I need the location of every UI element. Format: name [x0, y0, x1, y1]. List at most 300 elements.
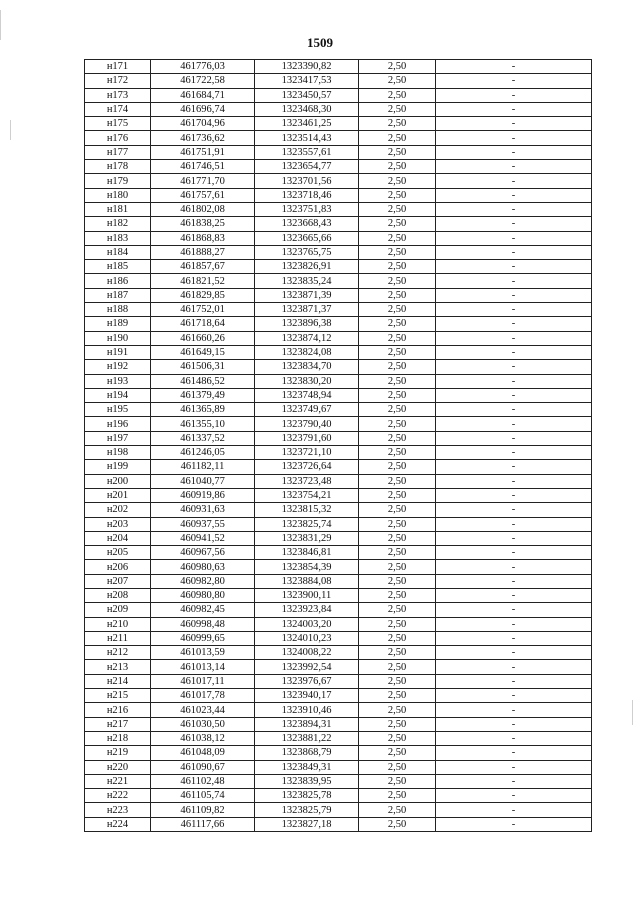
y-coordinate-cell: 1323668,43: [255, 217, 359, 231]
note-cell: -: [436, 245, 592, 259]
table-row: [85, 388, 592, 402]
point-id-cell: н214: [85, 674, 151, 688]
y-coordinate-cell: 1323726,64: [255, 460, 359, 474]
note-cell: -: [436, 460, 592, 474]
y-coordinate-cell: 1323390,82: [255, 60, 359, 74]
value-cell: 2,50: [359, 160, 436, 174]
value-cell: 2,50: [359, 245, 436, 259]
x-coordinate-cell: 461718,64: [151, 317, 255, 331]
y-coordinate-cell: 1323721,10: [255, 446, 359, 460]
note-cell: -: [436, 174, 592, 188]
note-cell: -: [436, 717, 592, 731]
value-cell: 2,50: [359, 588, 436, 602]
table-row: [85, 345, 592, 359]
point-id-cell: н177: [85, 145, 151, 159]
y-coordinate-cell: 1323654,77: [255, 160, 359, 174]
note-cell: -: [436, 488, 592, 502]
x-coordinate-cell: 461337,52: [151, 431, 255, 445]
note-cell: -: [436, 803, 592, 817]
note-cell: -: [436, 774, 592, 788]
note-cell: -: [436, 231, 592, 245]
value-cell: 2,50: [359, 760, 436, 774]
x-coordinate-cell: 461017,11: [151, 674, 255, 688]
note-cell: -: [436, 588, 592, 602]
y-coordinate-cell: 1323749,67: [255, 403, 359, 417]
note-cell: -: [436, 303, 592, 317]
note-cell: -: [436, 117, 592, 131]
note-cell: -: [436, 431, 592, 445]
y-coordinate-cell: 1323815,32: [255, 503, 359, 517]
table-row: [85, 288, 592, 302]
y-coordinate-cell: 1323790,40: [255, 417, 359, 431]
x-coordinate-cell: 461109,82: [151, 803, 255, 817]
table-row: [85, 188, 592, 202]
x-coordinate-cell: 461722,58: [151, 74, 255, 88]
table-row: [85, 260, 592, 274]
y-coordinate-cell: 1323417,53: [255, 74, 359, 88]
y-coordinate-cell: 1323884,08: [255, 574, 359, 588]
value-cell: 2,50: [359, 674, 436, 688]
table-row: [85, 360, 592, 374]
x-coordinate-cell: 461090,67: [151, 760, 255, 774]
table-row: [85, 374, 592, 388]
note-cell: -: [436, 474, 592, 488]
x-coordinate-cell: 461182,11: [151, 460, 255, 474]
note-cell: -: [436, 417, 592, 431]
point-id-cell: н187: [85, 288, 151, 302]
point-id-cell: н221: [85, 774, 151, 788]
point-id-cell: н183: [85, 231, 151, 245]
point-id-cell: н205: [85, 546, 151, 560]
point-id-cell: н201: [85, 488, 151, 502]
y-coordinate-cell: 1323976,67: [255, 674, 359, 688]
table-row: [85, 760, 592, 774]
y-coordinate-cell: 1323825,79: [255, 803, 359, 817]
y-coordinate-cell: 1323824,08: [255, 345, 359, 359]
value-cell: 2,50: [359, 274, 436, 288]
x-coordinate-cell: 461649,15: [151, 345, 255, 359]
table-row: [85, 703, 592, 717]
x-coordinate-cell: 461023,44: [151, 703, 255, 717]
value-cell: 2,50: [359, 288, 436, 302]
point-id-cell: н203: [85, 517, 151, 531]
value-cell: 2,50: [359, 388, 436, 402]
note-cell: -: [436, 689, 592, 703]
point-id-cell: н210: [85, 617, 151, 631]
value-cell: 2,50: [359, 417, 436, 431]
value-cell: 2,50: [359, 474, 436, 488]
point-id-cell: н220: [85, 760, 151, 774]
table-row: [85, 674, 592, 688]
table-row: [85, 202, 592, 216]
x-coordinate-cell: 461013,14: [151, 660, 255, 674]
x-coordinate-cell: 461105,74: [151, 789, 255, 803]
x-coordinate-cell: 461246,05: [151, 446, 255, 460]
note-cell: -: [436, 331, 592, 345]
y-coordinate-cell: 1323751,83: [255, 202, 359, 216]
point-id-cell: н179: [85, 174, 151, 188]
table-row: [85, 574, 592, 588]
value-cell: 2,50: [359, 574, 436, 588]
y-coordinate-cell: 1324003,20: [255, 617, 359, 631]
x-coordinate-cell: 461776,03: [151, 60, 255, 74]
y-coordinate-cell: 1323831,29: [255, 531, 359, 545]
x-coordinate-cell: 461013,59: [151, 646, 255, 660]
x-coordinate-cell: 461757,61: [151, 188, 255, 202]
value-cell: 2,50: [359, 331, 436, 345]
value-cell: 2,50: [359, 488, 436, 502]
coordinates-table: [84, 59, 592, 832]
value-cell: 2,50: [359, 260, 436, 274]
x-coordinate-cell: 461838,25: [151, 217, 255, 231]
point-id-cell: н206: [85, 560, 151, 574]
table-row: [85, 102, 592, 116]
table-row: [85, 646, 592, 660]
note-cell: -: [436, 345, 592, 359]
note-cell: -: [436, 131, 592, 145]
note-cell: -: [436, 360, 592, 374]
point-id-cell: н194: [85, 388, 151, 402]
x-coordinate-cell: 461017,78: [151, 689, 255, 703]
value-cell: 2,50: [359, 131, 436, 145]
note-cell: -: [436, 288, 592, 302]
y-coordinate-cell: 1323514,43: [255, 131, 359, 145]
table-row: [85, 717, 592, 731]
value-cell: 2,50: [359, 217, 436, 231]
point-id-cell: н191: [85, 345, 151, 359]
y-coordinate-cell: 1323665,66: [255, 231, 359, 245]
point-id-cell: н193: [85, 374, 151, 388]
value-cell: 2,50: [359, 703, 436, 717]
note-cell: -: [436, 631, 592, 645]
point-id-cell: н186: [85, 274, 151, 288]
note-cell: -: [436, 546, 592, 560]
x-coordinate-cell: 460999,65: [151, 631, 255, 645]
point-id-cell: н223: [85, 803, 151, 817]
y-coordinate-cell: 1323896,38: [255, 317, 359, 331]
y-coordinate-cell: 1323992,54: [255, 660, 359, 674]
table-row: [85, 603, 592, 617]
point-id-cell: н195: [85, 403, 151, 417]
value-cell: 2,50: [359, 188, 436, 202]
value-cell: 2,50: [359, 503, 436, 517]
x-coordinate-cell: 461771,70: [151, 174, 255, 188]
y-coordinate-cell: 1323854,39: [255, 560, 359, 574]
note-cell: -: [436, 574, 592, 588]
table-row: [85, 503, 592, 517]
point-id-cell: н219: [85, 746, 151, 760]
table-row: [85, 403, 592, 417]
x-coordinate-cell: 461379,49: [151, 388, 255, 402]
y-coordinate-cell: 1323881,22: [255, 731, 359, 745]
x-coordinate-cell: 461704,96: [151, 117, 255, 131]
note-cell: -: [436, 217, 592, 231]
x-coordinate-cell: 460967,56: [151, 546, 255, 560]
note-cell: -: [436, 746, 592, 760]
table-row: [85, 317, 592, 331]
y-coordinate-cell: 1323765,75: [255, 245, 359, 259]
point-id-cell: н212: [85, 646, 151, 660]
point-id-cell: н204: [85, 531, 151, 545]
value-cell: 2,50: [359, 517, 436, 531]
note-cell: -: [436, 88, 592, 102]
value-cell: 2,50: [359, 360, 436, 374]
value-cell: 2,50: [359, 74, 436, 88]
point-id-cell: н199: [85, 460, 151, 474]
point-id-cell: н216: [85, 703, 151, 717]
table-row: [85, 460, 592, 474]
note-cell: -: [436, 660, 592, 674]
value-cell: 2,50: [359, 202, 436, 216]
x-coordinate-cell: 460941,52: [151, 531, 255, 545]
point-id-cell: н213: [85, 660, 151, 674]
value-cell: 2,50: [359, 603, 436, 617]
note-cell: -: [436, 674, 592, 688]
table-row: [85, 88, 592, 102]
note-cell: -: [436, 374, 592, 388]
point-id-cell: н184: [85, 245, 151, 259]
x-coordinate-cell: 461117,66: [151, 817, 255, 831]
y-coordinate-cell: 1323826,91: [255, 260, 359, 274]
coordinates-table-body: [85, 60, 592, 832]
y-coordinate-cell: 1323940,17: [255, 689, 359, 703]
value-cell: 2,50: [359, 631, 436, 645]
value-cell: 2,50: [359, 317, 436, 331]
note-cell: -: [436, 260, 592, 274]
point-id-cell: н174: [85, 102, 151, 116]
y-coordinate-cell: 1323849,31: [255, 760, 359, 774]
table-row: [85, 117, 592, 131]
table-row: [85, 60, 592, 74]
x-coordinate-cell: 461365,89: [151, 403, 255, 417]
y-coordinate-cell: 1323834,70: [255, 360, 359, 374]
value-cell: 2,50: [359, 746, 436, 760]
x-coordinate-cell: 461660,26: [151, 331, 255, 345]
point-id-cell: н180: [85, 188, 151, 202]
point-id-cell: н209: [85, 603, 151, 617]
table-row: [85, 660, 592, 674]
point-id-cell: н197: [85, 431, 151, 445]
value-cell: 2,50: [359, 431, 436, 445]
value-cell: 2,50: [359, 717, 436, 731]
value-cell: 2,50: [359, 731, 436, 745]
point-id-cell: н190: [85, 331, 151, 345]
x-coordinate-cell: 460980,80: [151, 588, 255, 602]
y-coordinate-cell: 1323557,61: [255, 145, 359, 159]
value-cell: 2,50: [359, 446, 436, 460]
note-cell: -: [436, 503, 592, 517]
y-coordinate-cell: 1323910,46: [255, 703, 359, 717]
x-coordinate-cell: 460982,80: [151, 574, 255, 588]
x-coordinate-cell: 461038,12: [151, 731, 255, 745]
point-id-cell: н202: [85, 503, 151, 517]
table-row: [85, 74, 592, 88]
value-cell: 2,50: [359, 60, 436, 74]
y-coordinate-cell: 1323825,74: [255, 517, 359, 531]
y-coordinate-cell: 1324010,23: [255, 631, 359, 645]
x-coordinate-cell: 460931,63: [151, 503, 255, 517]
value-cell: 2,50: [359, 102, 436, 116]
note-cell: -: [436, 60, 592, 74]
y-coordinate-cell: 1324008,22: [255, 646, 359, 660]
note-cell: -: [436, 446, 592, 460]
point-id-cell: н181: [85, 202, 151, 216]
y-coordinate-cell: 1323900,11: [255, 588, 359, 602]
table-row: [85, 145, 592, 159]
x-coordinate-cell: 461868,83: [151, 231, 255, 245]
table-row: [85, 631, 592, 645]
point-id-cell: н175: [85, 117, 151, 131]
x-coordinate-cell: 461888,27: [151, 245, 255, 259]
x-coordinate-cell: 461355,10: [151, 417, 255, 431]
value-cell: 2,50: [359, 817, 436, 831]
point-id-cell: н196: [85, 417, 151, 431]
note-cell: -: [436, 531, 592, 545]
value-cell: 2,50: [359, 345, 436, 359]
point-id-cell: н173: [85, 88, 151, 102]
value-cell: 2,50: [359, 803, 436, 817]
x-coordinate-cell: 460982,45: [151, 603, 255, 617]
table-row: [85, 174, 592, 188]
y-coordinate-cell: 1323868,79: [255, 746, 359, 760]
y-coordinate-cell: 1323830,20: [255, 374, 359, 388]
point-id-cell: н217: [85, 717, 151, 731]
table-row: [85, 160, 592, 174]
value-cell: 2,50: [359, 117, 436, 131]
y-coordinate-cell: 1323461,25: [255, 117, 359, 131]
y-coordinate-cell: 1323894,31: [255, 717, 359, 731]
x-coordinate-cell: 461751,91: [151, 145, 255, 159]
x-coordinate-cell: 461736,62: [151, 131, 255, 145]
value-cell: 2,50: [359, 617, 436, 631]
y-coordinate-cell: 1323874,12: [255, 331, 359, 345]
value-cell: 2,50: [359, 303, 436, 317]
point-id-cell: н200: [85, 474, 151, 488]
y-coordinate-cell: 1323835,24: [255, 274, 359, 288]
note-cell: -: [436, 603, 592, 617]
value-cell: 2,50: [359, 774, 436, 788]
y-coordinate-cell: 1323871,39: [255, 288, 359, 302]
table-row: [85, 474, 592, 488]
value-cell: 2,50: [359, 546, 436, 560]
point-id-cell: н208: [85, 588, 151, 602]
x-coordinate-cell: 461684,71: [151, 88, 255, 102]
x-coordinate-cell: 461821,52: [151, 274, 255, 288]
x-coordinate-cell: 460937,55: [151, 517, 255, 531]
value-cell: 2,50: [359, 646, 436, 660]
value-cell: 2,50: [359, 789, 436, 803]
table-row: [85, 546, 592, 560]
table-row: [85, 531, 592, 545]
table-row: [85, 517, 592, 531]
y-coordinate-cell: 1323701,56: [255, 174, 359, 188]
table-row: [85, 131, 592, 145]
value-cell: 2,50: [359, 231, 436, 245]
table-row: [85, 274, 592, 288]
x-coordinate-cell: 460980,63: [151, 560, 255, 574]
table-row: [85, 803, 592, 817]
value-cell: 2,50: [359, 531, 436, 545]
table-row: [85, 303, 592, 317]
note-cell: -: [436, 403, 592, 417]
point-id-cell: н215: [85, 689, 151, 703]
note-cell: -: [436, 317, 592, 331]
y-coordinate-cell: 1323825,78: [255, 789, 359, 803]
table-row: [85, 446, 592, 460]
value-cell: 2,50: [359, 560, 436, 574]
value-cell: 2,50: [359, 145, 436, 159]
x-coordinate-cell: 461102,48: [151, 774, 255, 788]
point-id-cell: н189: [85, 317, 151, 331]
table-row: [85, 560, 592, 574]
y-coordinate-cell: 1323468,30: [255, 102, 359, 116]
value-cell: 2,50: [359, 88, 436, 102]
x-coordinate-cell: 460919,86: [151, 488, 255, 502]
scan-edge-mark: [10, 120, 11, 140]
value-cell: 2,50: [359, 174, 436, 188]
y-coordinate-cell: 1323718,46: [255, 188, 359, 202]
note-cell: -: [436, 102, 592, 116]
table-row: [85, 231, 592, 245]
x-coordinate-cell: 460998,48: [151, 617, 255, 631]
point-id-cell: н185: [85, 260, 151, 274]
table-row: [85, 245, 592, 259]
y-coordinate-cell: 1323846,81: [255, 546, 359, 560]
point-id-cell: н207: [85, 574, 151, 588]
note-cell: -: [436, 160, 592, 174]
value-cell: 2,50: [359, 460, 436, 474]
x-coordinate-cell: 461746,51: [151, 160, 255, 174]
scan-edge-mark: [632, 700, 633, 725]
page-number: 1509: [307, 35, 333, 50]
note-cell: -: [436, 731, 592, 745]
point-id-cell: н188: [85, 303, 151, 317]
point-id-cell: н172: [85, 74, 151, 88]
value-cell: 2,50: [359, 374, 436, 388]
note-cell: -: [436, 517, 592, 531]
x-coordinate-cell: 461486,52: [151, 374, 255, 388]
point-id-cell: н211: [85, 631, 151, 645]
y-coordinate-cell: 1323923,84: [255, 603, 359, 617]
table-row: [85, 731, 592, 745]
note-cell: -: [436, 188, 592, 202]
table-row: [85, 217, 592, 231]
y-coordinate-cell: 1323450,57: [255, 88, 359, 102]
y-coordinate-cell: 1323754,21: [255, 488, 359, 502]
table-row: [85, 331, 592, 345]
x-coordinate-cell: 461040,77: [151, 474, 255, 488]
point-id-cell: н198: [85, 446, 151, 460]
x-coordinate-cell: 461802,08: [151, 202, 255, 216]
y-coordinate-cell: 1323871,37: [255, 303, 359, 317]
point-id-cell: н192: [85, 360, 151, 374]
table-row: [85, 789, 592, 803]
point-id-cell: н222: [85, 789, 151, 803]
note-cell: -: [436, 760, 592, 774]
table-row: [85, 746, 592, 760]
value-cell: 2,50: [359, 689, 436, 703]
table-row: [85, 689, 592, 703]
note-cell: -: [436, 274, 592, 288]
point-id-cell: н171: [85, 60, 151, 74]
y-coordinate-cell: 1323723,48: [255, 474, 359, 488]
note-cell: -: [436, 388, 592, 402]
x-coordinate-cell: 461829,85: [151, 288, 255, 302]
x-coordinate-cell: 461752,01: [151, 303, 255, 317]
y-coordinate-cell: 1323748,94: [255, 388, 359, 402]
x-coordinate-cell: 461030,50: [151, 717, 255, 731]
x-coordinate-cell: 461857,67: [151, 260, 255, 274]
